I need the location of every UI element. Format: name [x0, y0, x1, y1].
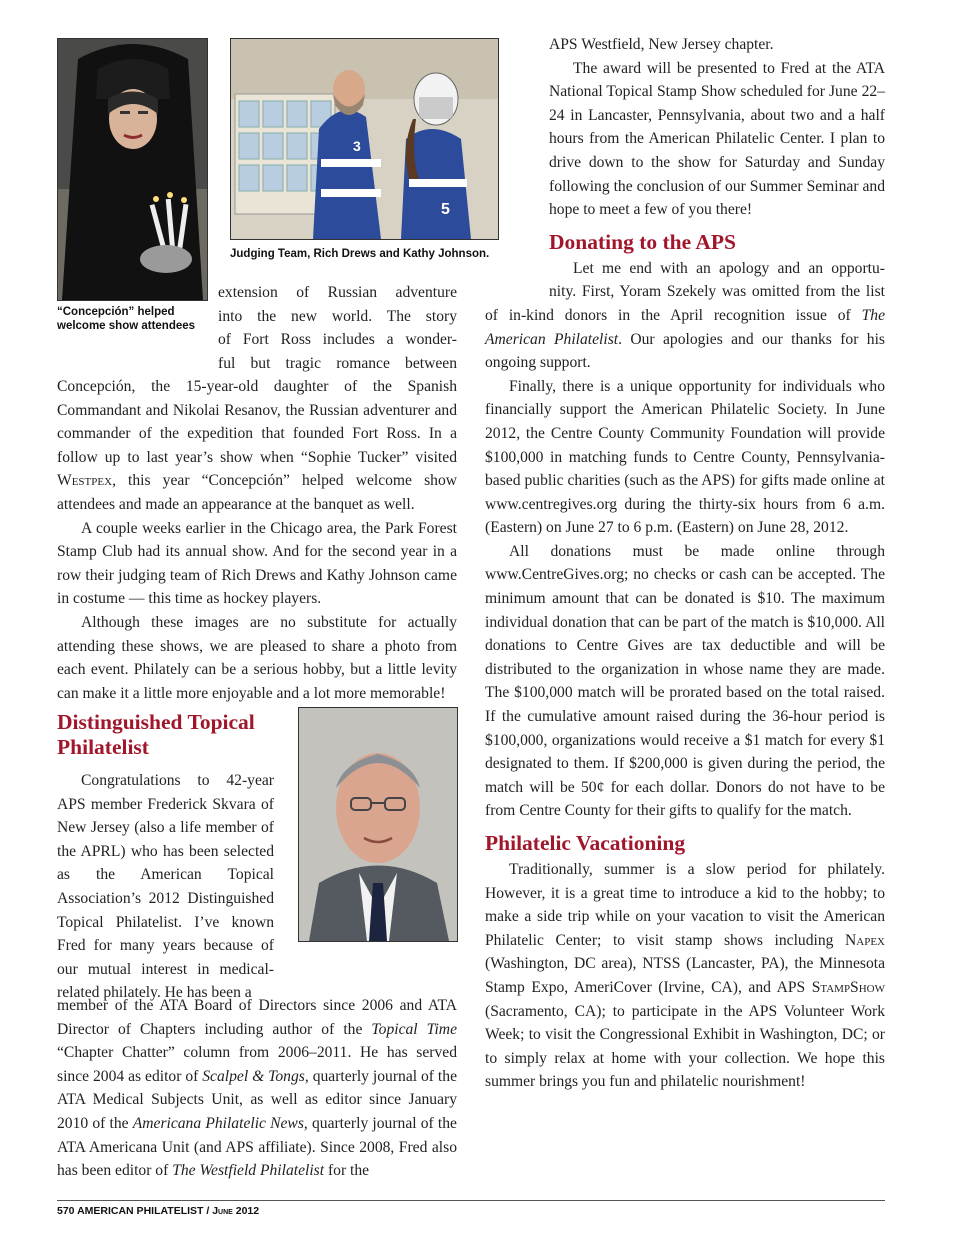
svg-text:3: 3 — [353, 138, 361, 154]
donating-paragraph-3: All donations must be made online through www.CentreGives.org; no checks or cash can be accepted. The minimum amount that can be donated is $10. The maximum individual donation that can be part of the match is $10,000. All donations to Centre Gives are tax deductible and will be distributed to the organization in whose name they are made. The $100,000 match will be prorated based on the total raised. If the cumulative amount raised during the 36-hour period is $100,000, organizations would receive a $1 match for every $1 designated to them. If $200,000 is given during the period, the match will be 50¢ for each dollar. Donors do not have to be from Centre County for their gifts to qualify for the match. — [485, 542, 885, 820]
page-number: 570 — [57, 1205, 75, 1217]
intro-line: ful but tragic romance between — [218, 354, 457, 372]
donating-paragraph-1: nity. First, Yoram Szekely was omitted from the list of in-kind donors in the April recognition issue of The American Philatelist. Our apologies and our thanks for his ongoing support. — [485, 283, 885, 372]
judging-team-illustration — [231, 39, 498, 239]
frederick-skvara-photo — [298, 707, 458, 942]
right-column — [485, 33, 885, 1094]
concepcion-caption: “Concepción” helped welcome show attendees — [57, 306, 196, 332]
award-paragraph: The award will be presented to Fred at the ATA National Topical Stamp Show scheduled for June 22–24 in Lancaster, Pennsylvania, about two and a half hours from the American Philatelic Center. I plan to drive down to the show for Saturday and Sunday following the conclusion of our Summer Seminar and hope to meet a few of you there! — [549, 59, 885, 219]
vacationing-paragraph: Traditionally, summer is a slow period for philately. However, it is a great time to introduce a kid to the hobby; to make a side trip while on your vacation to visit the American Philatelic Center; to visit stamp shows including Napex (Washington, DC area), NTSS (Lancaster, PA), the Minnesota Stamp Expo, AmeriCover (Irvine, CA), and APS StampShow (Sacramento, CA); to participate in the APS Volunteer Work Week; to visit the Congressional Exhibit in Washington, DC; or to simply relax at home with your collection. We hope this summer brings you fun and philatelic nourishment! — [485, 861, 885, 1091]
heading-donating: Donating to the APS — [549, 229, 736, 254]
park-forest-paragraph: A couple weeks earlier in the Chicago area, the Park Forest Stamp Club had its annual show. And for the second year in a row their judging team of Rich Drews and Kathy Johnson came in costume — this time as hockey players. — [57, 519, 457, 608]
publication-name: AMERICAN PHILATELIST — [77, 1205, 204, 1217]
donating-paragraph-2: Finally, there is a unique opportunity for individuals who financially support the American Philatelic Society. In June 2012, the Centre County Community Foundation will provide $100,000 in matching funds to Centre County, Pennsylvania-based public charities (such as the APS) for gifts made online at www.centregives.org during the thirty-six hours from 6 a.m. (Eastern) on June 27 to 6 p.m. (Eastern) on June 28, 2012. — [485, 377, 885, 537]
svg-text:5: 5 — [441, 201, 450, 218]
dtp-wrap-text — [57, 769, 274, 1005]
heading-philatelic-vacationing: Philatelic Vacationing — [485, 831, 686, 855]
heading-distinguished-topical-philatelist: Distinguished Topical Philatelist — [57, 710, 255, 759]
dtp-full-text — [57, 994, 457, 1183]
page-footer — [57, 1205, 259, 1217]
footer-rule — [57, 1200, 885, 1201]
left-column-text — [57, 375, 457, 705]
judging-team-caption: Judging Team, Rich Drews and Kathy Johnson. — [230, 248, 490, 260]
concepcion-illustration — [58, 39, 207, 300]
levity-paragraph: Although these images are no substitute for actually attending these shows, we are pleased to share a photo from each event. Philately can be a serious hobby, but a little levity can make it a little more enjoyable and a lot more memorable! — [57, 613, 457, 702]
donating-first-line: Let me end with an apology and an opportu- — [573, 259, 885, 277]
concepcion-paragraph: Concepción, the 15-year-old daughter of the Spanish Commandant and Nikolai Resanov, the Russian adventurer and commander of the expedition that founded Fort Ross. In a follow up to last year’s show when “Sophie Tucker” visited Westpex, this year “Concepción” helped welcome show attendees and made an appearance at the banquet as well. — [57, 378, 457, 513]
westfield-line: APS Westfield, New Jersey chapter. — [549, 36, 774, 53]
intro-line: extension of Russian adventure — [218, 284, 457, 301]
intro-line: into the new world. The story — [218, 307, 457, 325]
judging-team-photo — [230, 38, 499, 240]
dtp-paragraph-1: Congratulations to 42-year APS member Frederick Skvara of New Jersey (also a life member of the APRL) who has been selected as the American Topical Association’s 2012 Distinguished Topical Philatelist. I’ve known Fred for many years because of our mutual interest in medical-related philately. He has been a — [57, 772, 274, 1002]
intro-wrapped-lines — [218, 281, 457, 375]
dtp-paragraph-2: member of the ATA Board of Directors since 2006 and ATA Director of Chapters including author of the Topical Time “Chapter Chatter” column from 2006–2011. He has served since 2004 as editor of Scalpel & Tongs, quarterly journal of the ATA Medical Subjects Unit, as well as editor since January 2010 of the Americana Philatelic News, quarterly journal of the ATA Americana Unit (and APS affiliate). Since 2008, Fred also has been editor of The Westfield Philatelist for the — [57, 997, 457, 1180]
intro-line: of Fort Ross includes a wonder- — [218, 331, 457, 349]
skvara-portrait — [299, 708, 457, 941]
issue-date: June 2012 — [212, 1205, 260, 1217]
concepcion-photo — [57, 38, 208, 301]
footer-separator: / — [203, 1205, 213, 1217]
